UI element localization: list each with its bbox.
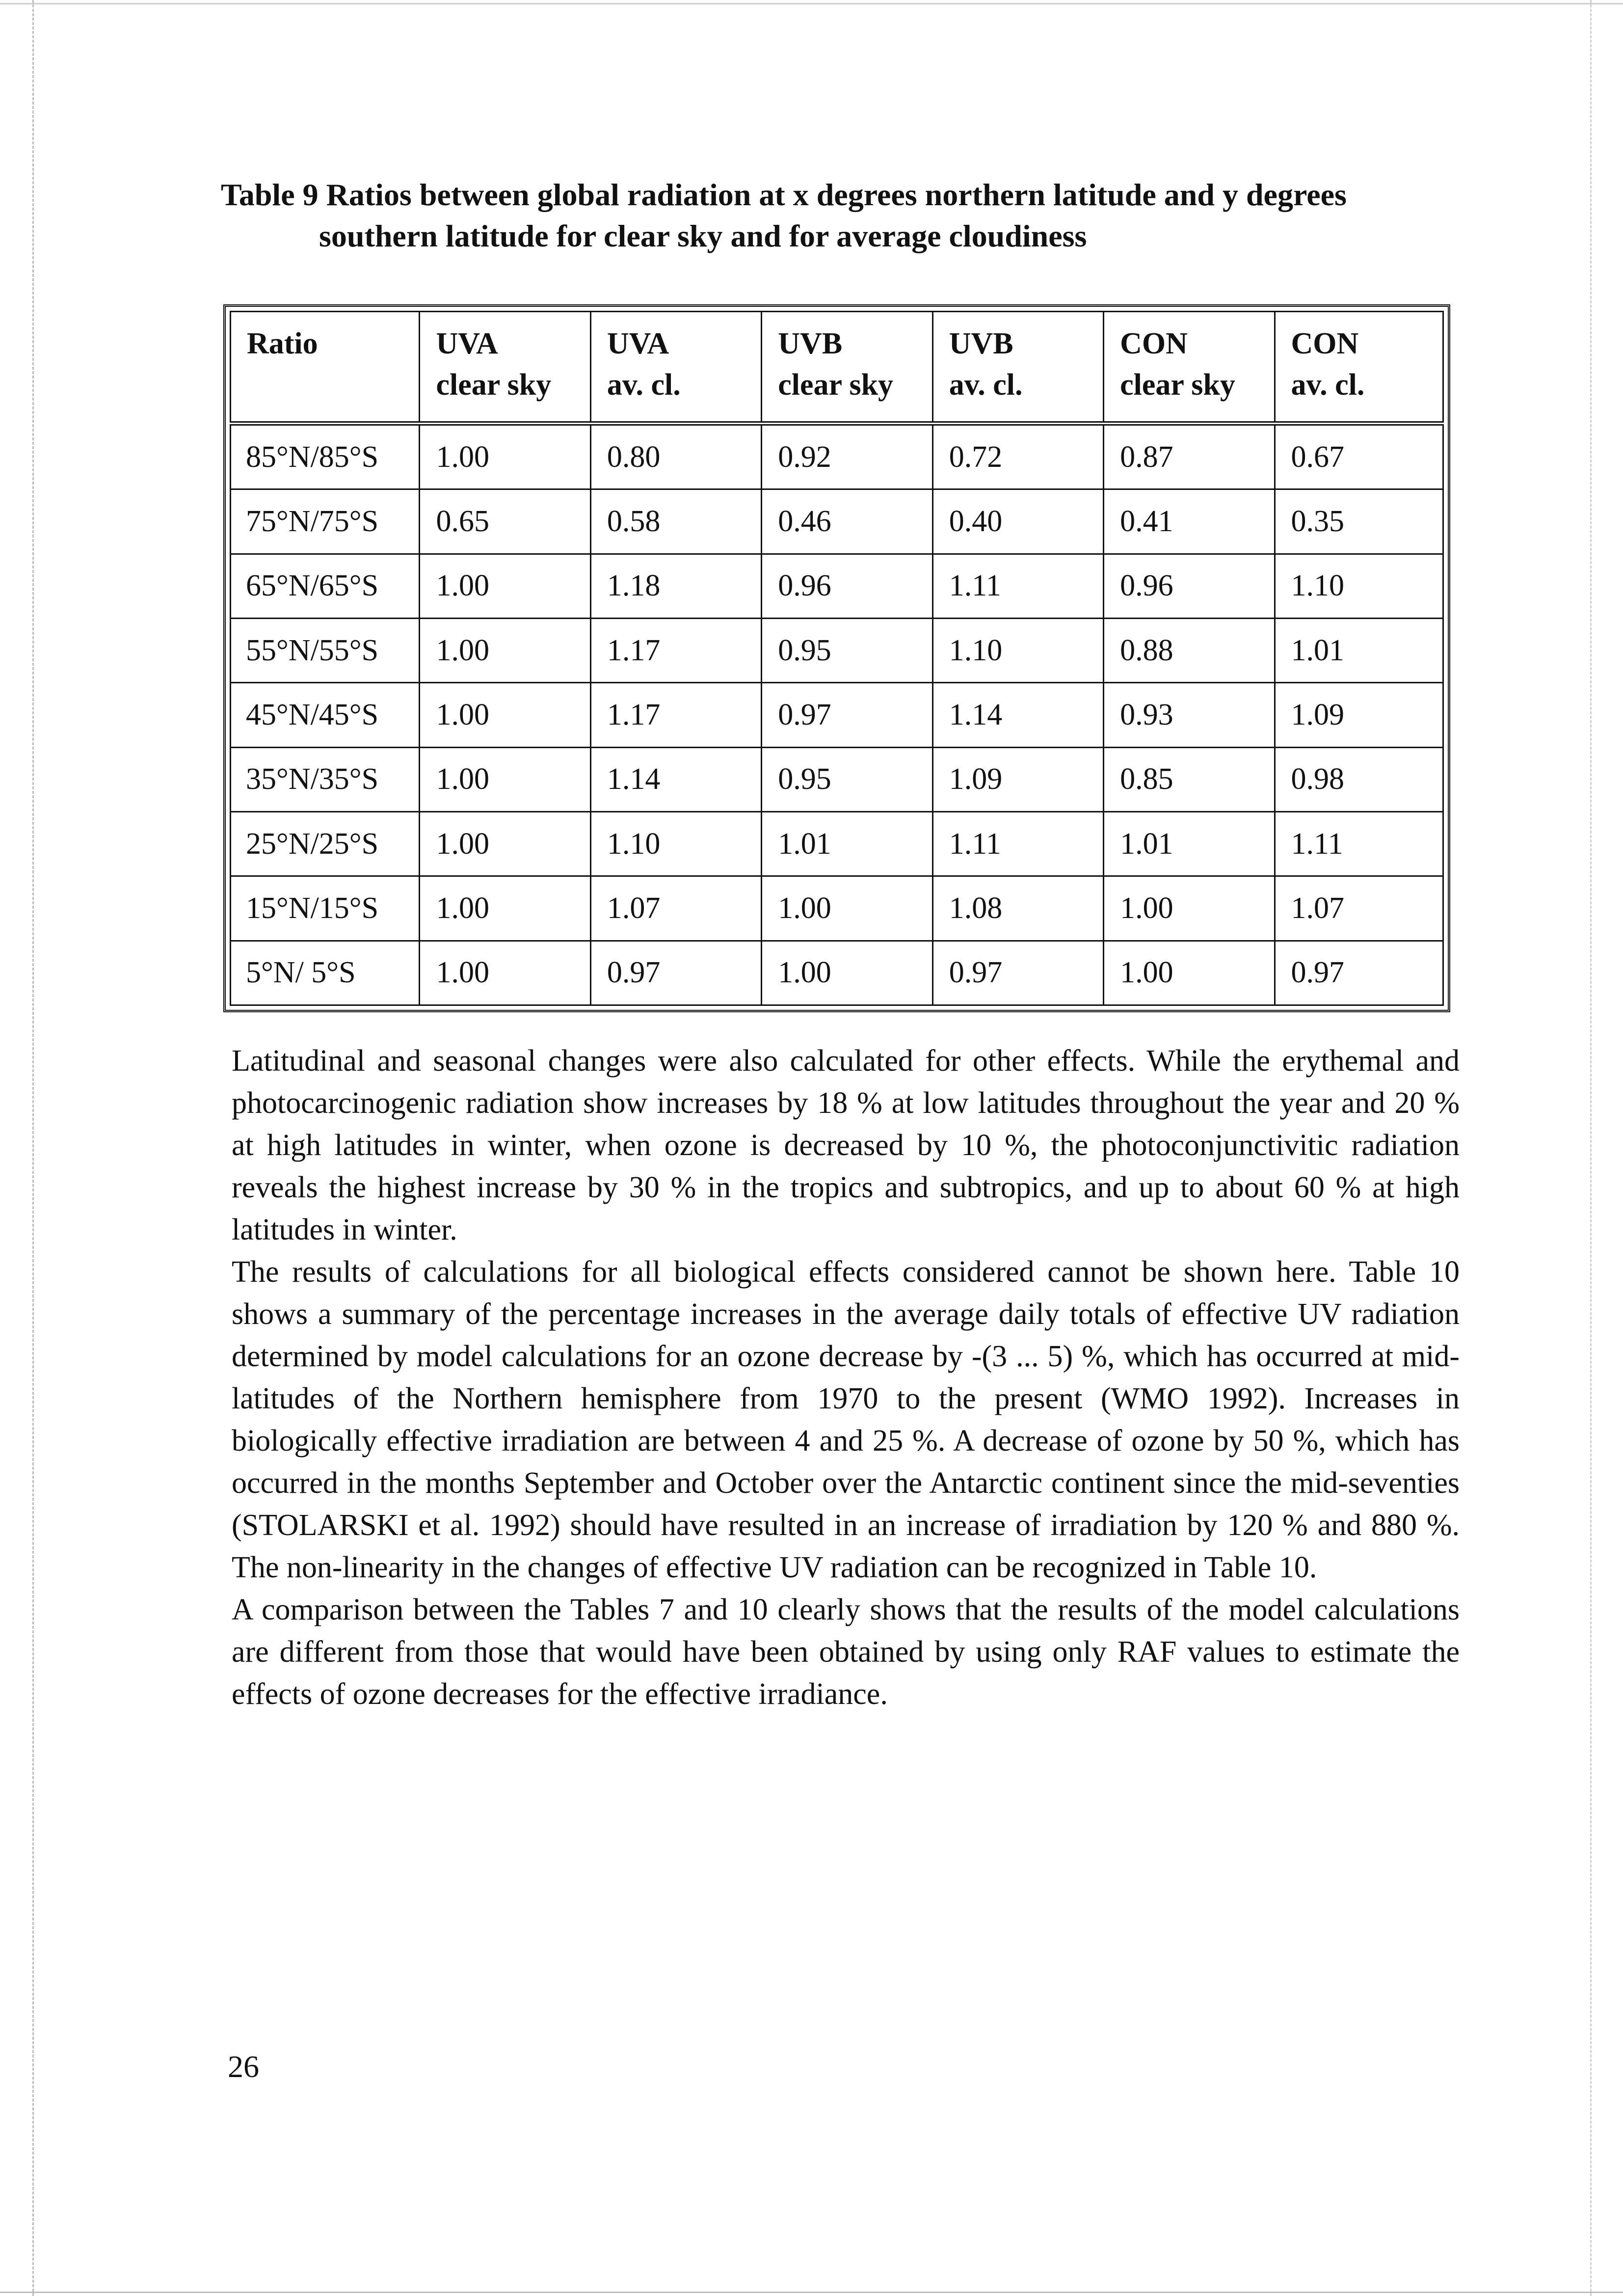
table-cell: 1.07	[590, 876, 761, 941]
header-uvb-clear	[762, 312, 932, 424]
row-label: 5°N/ 5°S	[231, 941, 420, 1005]
header-ratio	[231, 312, 420, 424]
paragraph-3: A comparison between the Tables 7 and 10 clearly shows that the results of the model calculations are different from those that would have been obtained by using only RAF values to estimate the effects of ozone decreases for the effective irradiance.	[232, 1593, 1460, 1711]
row-label: 75°N/75°S	[231, 489, 420, 554]
table-cell: 1.17	[590, 618, 761, 682]
table-cell: 0.98	[1275, 747, 1443, 811]
table-cell: 0.85	[1104, 747, 1275, 811]
scan-edge-right	[1590, 0, 1592, 2296]
row-label: 35°N/35°S	[231, 747, 420, 811]
table-cell: 1.14	[590, 747, 761, 811]
row-label: 85°N/85°S	[231, 424, 420, 489]
table-row	[231, 941, 1443, 1005]
table-cell: 0.97	[590, 941, 761, 1005]
table-cell: 0.41	[1104, 489, 1275, 554]
row-label: 45°N/45°S	[231, 683, 420, 747]
table-caption-line-1: Table 9 Ratios between global radiation at x degrees northern latitude and y degrees	[221, 177, 1347, 212]
table-cell: 1.00	[420, 554, 590, 618]
table-cell: 1.10	[590, 811, 761, 876]
table-header-row	[231, 312, 1443, 424]
table-cell: 1.00	[1104, 941, 1275, 1005]
table-cell: 0.35	[1275, 489, 1443, 554]
table-cell: 0.88	[1104, 618, 1275, 682]
table-cell: 1.00	[420, 811, 590, 876]
header-uvb-avcl	[932, 312, 1103, 424]
header-uvb-avcl-line1: UVB	[949, 327, 1013, 360]
table-cell: 1.10	[1275, 554, 1443, 618]
table-row	[231, 747, 1443, 811]
header-ratio-label: Ratio	[247, 327, 318, 360]
table-cell: 0.40	[932, 489, 1103, 554]
header-uva-avcl-line2: av. cl.	[607, 368, 681, 402]
table-cell: 1.14	[932, 683, 1103, 747]
table-cell: 1.00	[420, 876, 590, 941]
row-label: 15°N/15°S	[231, 876, 420, 941]
table-cell: 1.00	[762, 941, 932, 1005]
header-con-clear-line1: CON	[1120, 327, 1188, 360]
table-cell: 1.00	[420, 747, 590, 811]
table-row	[231, 876, 1443, 941]
table-row	[231, 424, 1443, 489]
table-cell: 1.00	[420, 618, 590, 682]
table-caption	[221, 174, 1487, 257]
table-cell: 0.95	[762, 618, 932, 682]
ratio-table	[230, 311, 1444, 1006]
table-cell: 0.67	[1275, 424, 1443, 489]
header-uvb-avcl-line2: av. cl.	[949, 368, 1023, 402]
header-uvb-clear-line1: UVB	[778, 327, 843, 360]
table-cell: 1.08	[932, 876, 1103, 941]
table-caption-line-2: southern latitude for clear sky and for average cloudiness	[319, 218, 1087, 253]
header-uva-avcl-line1: UVA	[607, 327, 669, 360]
scan-edge-left	[32, 0, 34, 2296]
table-cell: 0.46	[762, 489, 932, 554]
header-con-clear-line2: clear sky	[1120, 368, 1235, 402]
table-cell: 0.97	[1275, 941, 1443, 1005]
table-cell: 0.72	[932, 424, 1103, 489]
table-cell: 1.00	[420, 683, 590, 747]
body-text	[232, 1040, 1460, 1715]
data-table-frame	[223, 304, 1450, 1012]
header-uva-clear	[420, 312, 590, 424]
paragraph-2: The results of calculations for all biological effects considered cannot be shown here. Table 10 shows a summary of the percentage increases in the average daily totals of effective UV radiation determined by model calculations for an ozone decrease by -(3 ... 5) %, which has occurred at mid-latitudes of the Northern hemisphere from 1970 to the present (WMO 1992). Increases in biologically effective irradiation are between 4 and 25 %. A decrease of ozone by 50 %, which has occurred in the months September and October over the Antarctic continent since the mid-seventies (STOLARSKI et al. 1992) should have resulted in an increase of irradiation by 120 % and 880 %. The non-linearity in the changes of effective UV radiation can be recognized in Table 10.	[232, 1255, 1460, 1584]
table-cell: 1.11	[1275, 811, 1443, 876]
header-uva-avcl	[590, 312, 761, 424]
table-cell: 1.09	[1275, 683, 1443, 747]
table-cell: 0.92	[762, 424, 932, 489]
header-con-avcl	[1275, 312, 1443, 424]
header-uva-clear-line2: clear sky	[436, 368, 552, 402]
table-cell: 1.00	[762, 876, 932, 941]
table-cell: 0.96	[762, 554, 932, 618]
table-cell: 0.95	[762, 747, 932, 811]
table-cell: 1.09	[932, 747, 1103, 811]
table-cell: 1.18	[590, 554, 761, 618]
table-cell: 1.01	[762, 811, 932, 876]
table-cell: 0.65	[420, 489, 590, 554]
header-con-avcl-line1: CON	[1291, 327, 1359, 360]
table-row	[231, 811, 1443, 876]
table-cell: 0.96	[1104, 554, 1275, 618]
table-cell: 1.01	[1104, 811, 1275, 876]
table-cell: 0.97	[932, 941, 1103, 1005]
table-row	[231, 554, 1443, 618]
table-cell: 1.07	[1275, 876, 1443, 941]
table-cell: 1.11	[932, 811, 1103, 876]
table-cell: 1.01	[1275, 618, 1443, 682]
header-uva-clear-line1: UVA	[436, 327, 498, 360]
table-cell: 1.17	[590, 683, 761, 747]
table-row	[231, 683, 1443, 747]
scan-edge-bottom	[0, 2292, 1623, 2293]
scan-edge-top	[0, 3, 1623, 4]
table-cell: 1.00	[1104, 876, 1275, 941]
row-label: 55°N/55°S	[231, 618, 420, 682]
table-cell: 1.10	[932, 618, 1103, 682]
table-cell: 0.87	[1104, 424, 1275, 489]
table-cell: 0.93	[1104, 683, 1275, 747]
table-header	[231, 312, 1443, 424]
table-row	[231, 489, 1443, 554]
table-cell: 0.97	[762, 683, 932, 747]
table-cell: 0.80	[590, 424, 761, 489]
table-cell: 1.11	[932, 554, 1103, 618]
table-row	[231, 618, 1443, 682]
table-body	[231, 424, 1443, 1005]
table-cell: 1.00	[420, 941, 590, 1005]
paragraph-1: Latitudinal and seasonal changes were also calculated for other effects. While the erythemal and photocarcinogenic radiation show increases by 18 % at low latitudes throughout the year and 20 % at high latitudes in winter, when ozone is decreased by 10 %, the photoconjunctivitic radiation reveals the highest increase by 30 % in the tropics and subtropics, and up to about 60 % at high latitudes in winter.	[232, 1044, 1460, 1246]
header-con-clear	[1104, 312, 1275, 424]
row-label: 25°N/25°S	[231, 811, 420, 876]
page-number: 26	[228, 2049, 259, 2084]
header-con-avcl-line2: av. cl.	[1291, 368, 1365, 402]
header-uvb-clear-line2: clear sky	[778, 368, 894, 402]
row-label: 65°N/65°S	[231, 554, 420, 618]
table-cell: 0.58	[590, 489, 761, 554]
table-cell: 1.00	[420, 424, 590, 489]
